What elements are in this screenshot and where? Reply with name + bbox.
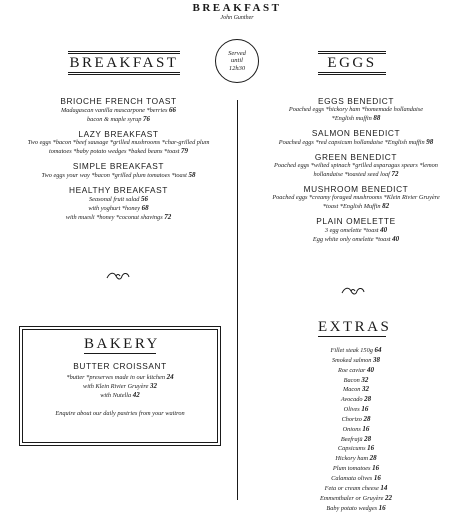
breakfast-column — [0, 91, 237, 222]
item-desc: 3 egg omelette *toast — [325, 227, 379, 234]
eggs-item — [238, 184, 474, 211]
item-price: 66 — [169, 106, 176, 114]
item-price: 58 — [188, 171, 195, 179]
breakfast-item — [0, 185, 237, 222]
list-item: Avocado 28 — [238, 395, 474, 405]
item-desc: with Klein Rivier Gruyère — [83, 383, 148, 390]
item-desc: *English muffin — [332, 115, 372, 122]
item-price: 32 — [150, 382, 157, 390]
item-title: BUTTER CROISSANT — [22, 361, 218, 371]
item-price: 88 — [373, 114, 380, 122]
list-item: Feta or cream cheese 14 — [238, 484, 474, 494]
item-title: SALMON BENEDICT — [238, 128, 474, 138]
breakfast-item — [0, 129, 237, 156]
bakery-content — [22, 356, 218, 418]
item-desc: Two eggs your way *bacon *grilled plum tomatoes *toast — [42, 172, 187, 179]
item-price: 98 — [426, 138, 433, 146]
eggs-item — [238, 216, 474, 244]
item-desc: Madagascan vanilla mascarpone *berries — [61, 107, 168, 114]
badge-line-2: until — [231, 57, 243, 65]
list-item: Olives 16 — [238, 405, 474, 415]
item-desc: hollandaise *toasted seed loaf — [313, 171, 389, 178]
item-price: 79 — [181, 147, 188, 155]
extras-list — [238, 346, 474, 513]
item-title: SIMPLE BREAKFAST — [0, 161, 237, 171]
list-item: Bacon 32 — [238, 376, 474, 386]
list-item: Fillet steak 150g 64 — [238, 346, 474, 356]
menu-subtitle: John Gunther — [0, 15, 474, 21]
item-price: 68 — [142, 204, 149, 212]
item-desc: Seasonal fruit salad — [89, 196, 139, 203]
list-item: Roe caviar 40 — [238, 366, 474, 376]
badge-line-1: Served — [228, 50, 246, 58]
item-price: 82 — [382, 202, 389, 210]
item-title: BRIOCHE FRENCH TOAST — [0, 96, 237, 106]
list-item: Calamata olives 16 — [238, 474, 474, 484]
bakery-note: Enquire about our daily pastries from your waitron — [22, 410, 218, 418]
breakfast-item — [0, 96, 237, 124]
list-item: Smoked salmon 38 — [238, 356, 474, 366]
item-desc: Egg white only omelette *toast — [313, 236, 391, 243]
list-item: Hickory ham 28 — [238, 454, 474, 464]
item-price: 72 — [392, 170, 399, 178]
item-title: LAZY BREAKFAST — [0, 129, 237, 139]
item-desc: Poached eggs *wilted spinach *grilled asparagus spears *lemon — [274, 162, 438, 169]
item-price: 76 — [143, 115, 150, 123]
list-item: Plum tomatoes 16 — [238, 464, 474, 474]
item-desc: *butter *preserves made in our kitchen — [66, 374, 165, 381]
list-item: Capsicums 16 — [238, 444, 474, 454]
eggs-item — [238, 96, 474, 123]
served-until-badge — [215, 39, 259, 83]
list-item: Onions 16 — [238, 425, 474, 435]
list-item: Baby potato wedges 16 — [238, 504, 474, 513]
list-item: Emmenthaler or Gruyère 22 — [238, 494, 474, 504]
flourish-ornament-icon — [340, 285, 366, 297]
eggs-heading: EGGS — [318, 53, 386, 73]
extras-heading: EXTRAS — [318, 318, 386, 337]
item-desc: *toast *English Muffin — [323, 203, 381, 210]
item-title: GREEN BENEDICT — [238, 152, 474, 162]
item-title: MUSHROOM BENEDICT — [238, 184, 474, 194]
item-title: HEALTHY BREAKFAST — [0, 185, 237, 195]
badge-line-3: 12h30 — [229, 65, 245, 73]
item-price: 42 — [133, 391, 140, 399]
item-price: 56 — [141, 195, 148, 203]
item-desc: Poached eggs *creamy foraged mushrooms *Klein Rivier Gruyère — [272, 194, 439, 201]
item-price: 24 — [167, 373, 174, 381]
item-price: 40 — [392, 235, 399, 243]
list-item: Macon 32 — [238, 385, 474, 395]
item-desc: bacon & maple syrup — [87, 116, 141, 123]
menu-title: BREAKFAST — [0, 2, 474, 14]
item-desc: with yoghurt *honey — [88, 205, 140, 212]
item-title: EGGS BENEDICT — [238, 96, 474, 106]
eggs-item — [238, 152, 474, 179]
item-desc: tomatoes *baby potato wedges *baked beans *toast — [49, 148, 179, 155]
breakfast-item — [0, 161, 237, 180]
flourish-ornament-icon — [105, 270, 131, 282]
list-item: Beefrajū 28 — [238, 435, 474, 445]
item-desc: Poached eggs *red capsicum hollandaise *English muffin — [279, 139, 425, 146]
eggs-item — [238, 128, 474, 147]
list-item: Chorizo 28 — [238, 415, 474, 425]
item-price: 72 — [164, 213, 171, 221]
eggs-column — [238, 91, 474, 244]
item-price: 40 — [380, 226, 387, 234]
item-desc: Poached eggs *hickory ham *homemade hollandaise — [289, 106, 423, 113]
breakfast-heading: BREAKFAST — [68, 53, 180, 73]
item-desc: with muesli *honey *coconut shavings — [66, 214, 163, 221]
item-desc: with Nutella — [100, 392, 131, 399]
item-title: PLAIN OMELETTE — [238, 216, 474, 226]
bakery-heading: BAKERY — [84, 335, 156, 354]
item-desc: Two eggs *bacon *beef sausage *grilled mushrooms *char-grilled plum — [28, 139, 210, 146]
